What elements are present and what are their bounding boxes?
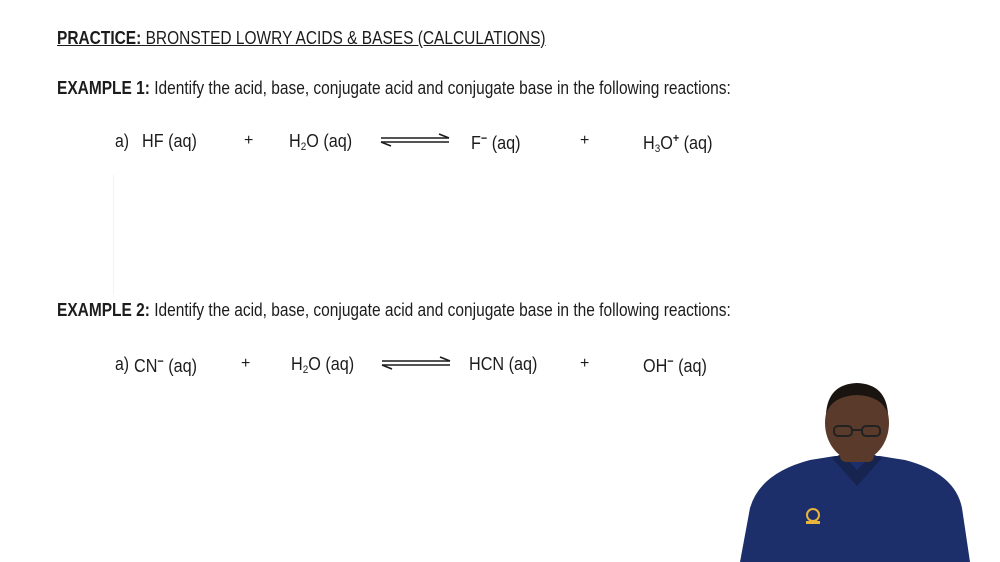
equilibrium-arrow-icon xyxy=(379,133,451,147)
example-2-product-1: HCN (aq) xyxy=(469,354,538,374)
presenter-avatar-icon xyxy=(740,378,970,562)
example-1-product-1: F− (aq) xyxy=(471,131,521,153)
example-1-reactant-1: HF (aq) xyxy=(142,131,197,151)
example-2-reactant-1: CN− (aq) xyxy=(134,354,198,376)
plus-sign: + xyxy=(241,355,251,372)
example-2-heading xyxy=(57,300,731,321)
example-2-reactant-2: $H_2O$ (aq) xyxy=(291,354,355,376)
example-2-prompt: Identify the acid, base, conjugate acid and conjugate base in the following reactions: xyxy=(154,300,731,320)
example-2-product-2: OH− (aq) xyxy=(643,354,707,376)
example-1-heading xyxy=(57,78,731,99)
example-1-reactant-2: $H_2O$ (aq) xyxy=(289,131,353,153)
example-2-part-label: a) xyxy=(115,354,130,374)
example-2-label: EXAMPLE 2: xyxy=(57,300,150,320)
example-1-prompt: Identify the acid, base, conjugate acid and conjugate base in the following reactions: xyxy=(154,78,731,98)
plus-sign: + xyxy=(580,355,590,372)
plus-sign: + xyxy=(244,132,254,149)
title-text: BRONSTED LOWRY ACIDS & BASES (CALCULATIONS) xyxy=(145,28,546,48)
plus-sign: + xyxy=(580,132,590,149)
example-1-part-label: a) xyxy=(115,131,130,151)
example-1-product-2: $H_3O^+$ (aq) xyxy=(643,131,713,155)
page-title xyxy=(57,28,546,49)
title-prefix: PRACTICE: xyxy=(57,28,142,48)
equilibrium-arrow-icon xyxy=(380,356,452,370)
faint-divider xyxy=(113,175,114,295)
example-1-label: EXAMPLE 1: xyxy=(57,78,150,98)
